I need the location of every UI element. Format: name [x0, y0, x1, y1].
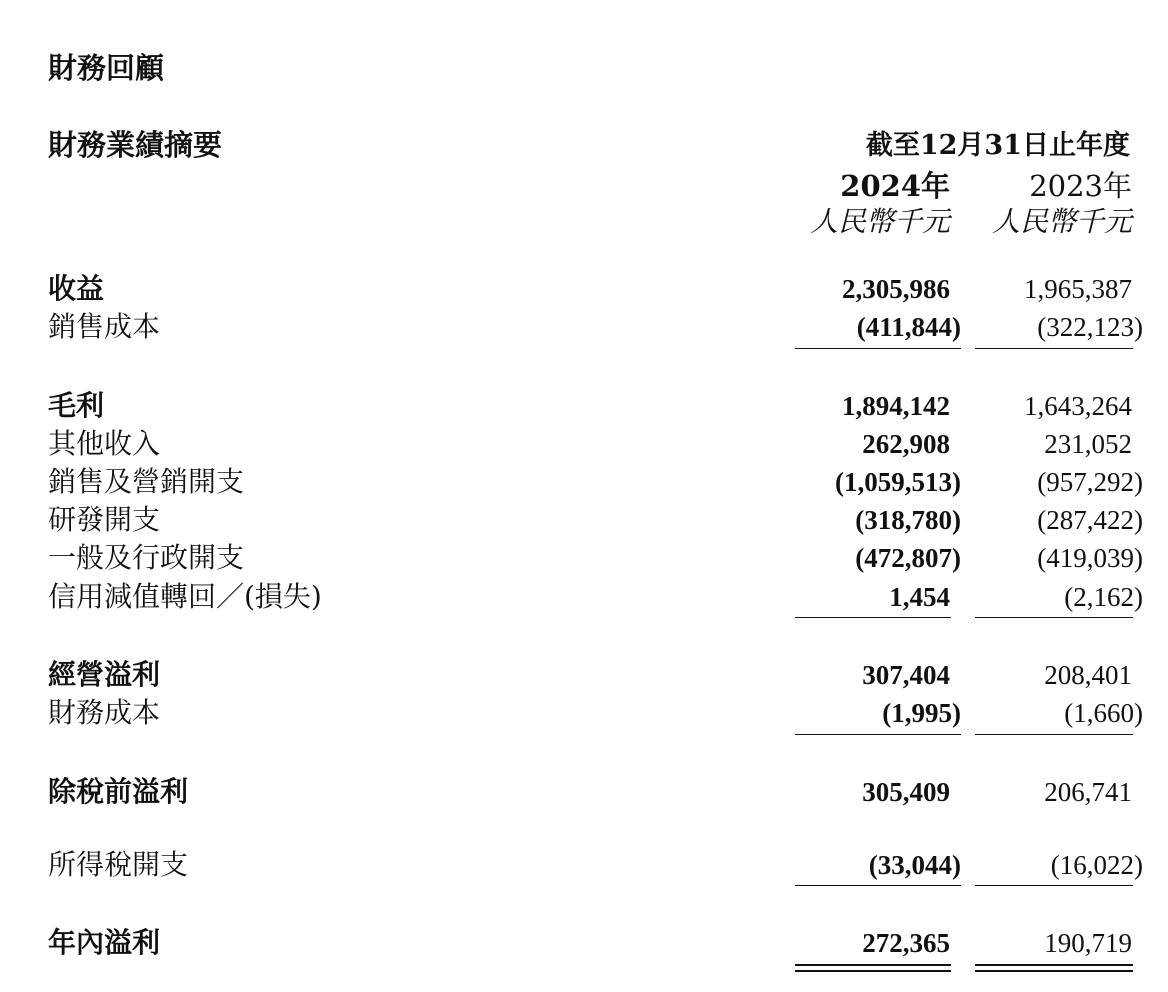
value-2024: (472,807) — [855, 543, 961, 573]
value-2023: 190,719 — [1044, 928, 1132, 958]
value-2024: 307,404 — [862, 660, 950, 690]
value-2023: 208,401 — [1044, 660, 1132, 690]
row-label: 除稅前溢利 — [48, 775, 189, 808]
subtotal-rule-2023 — [975, 348, 1133, 349]
value-2024: 2,305,986 — [842, 274, 950, 304]
subtotal-rule-2023 — [975, 617, 1133, 618]
value-2024: (1,995) — [882, 698, 961, 728]
subtotal-rule-2023 — [975, 885, 1133, 886]
value-2023: (419,039) — [1037, 543, 1143, 573]
value-2023: 1,643,264 — [1024, 391, 1132, 421]
total-double-rule-2024 — [795, 964, 951, 972]
value-2024: 262,908 — [862, 429, 950, 459]
value-2023: (322,123) — [1037, 312, 1143, 342]
row-label: 銷售成本 — [48, 310, 161, 343]
value-2024: (411,844) — [856, 312, 961, 342]
value-2023: 206,741 — [1044, 777, 1132, 807]
value-2023: (957,292) — [1037, 467, 1143, 497]
value-2024: 305,409 — [862, 777, 950, 807]
row-label: 收益 — [48, 272, 105, 305]
subtotal-rule-2023 — [975, 734, 1133, 735]
table-row-profit-before-tax — [0, 773, 1168, 811]
table-row-admin — [0, 539, 1168, 577]
row-label: 信用減值轉回／(損失) — [48, 580, 322, 613]
page-title: 財務回顧 — [48, 51, 165, 85]
unit-current-header: 人民幣千元 — [809, 205, 950, 238]
table-row-operating-profit — [0, 656, 1168, 694]
table-row-finance-costs — [0, 694, 1168, 732]
value-2024: 272,365 — [862, 928, 950, 958]
table-row-gross-profit — [0, 387, 1168, 425]
period-header: 截至12月31日止年度 — [865, 130, 1130, 161]
subtotal-rule-2024 — [795, 348, 961, 349]
subtotal-rule-2024 — [795, 734, 961, 735]
row-label: 所得稅開支 — [48, 848, 189, 881]
value-2024: (318,780) — [855, 505, 961, 535]
table-row-selling-marketing — [0, 463, 1168, 501]
subtotal-rule-2024 — [795, 617, 951, 618]
row-label: 年內溢利 — [48, 926, 161, 959]
table-row-credit-impairment — [0, 578, 1168, 616]
row-label: 一般及行政開支 — [48, 541, 245, 574]
value-2024: (1,059,513) — [835, 467, 961, 497]
value-2024: 1,454 — [889, 582, 950, 612]
year-current-header: 2024年 — [840, 169, 950, 203]
row-label: 銷售及營銷開支 — [48, 465, 245, 498]
table-row-rnd — [0, 501, 1168, 539]
total-double-rule-2023 — [975, 964, 1133, 972]
value-2023: (16,022) — [1050, 850, 1143, 880]
table-row-income-tax — [0, 846, 1168, 884]
value-2024: 1,894,142 — [842, 391, 950, 421]
table-row-revenue — [0, 270, 1168, 308]
section-title: 財務業績摘要 — [48, 128, 223, 162]
subtotal-rule-2024 — [795, 885, 961, 886]
table-row-cost-of-sales — [0, 308, 1168, 346]
year-prior-header: 2023年 — [1029, 169, 1132, 203]
row-label: 研發開支 — [48, 503, 161, 536]
table-row-other-income — [0, 425, 1168, 463]
unit-prior-header: 人民幣千元 — [991, 205, 1132, 238]
value-2023: 1,965,387 — [1024, 274, 1132, 304]
value-2023: (287,422) — [1037, 505, 1143, 535]
row-label: 經營溢利 — [48, 658, 161, 691]
value-2024: (33,044) — [868, 850, 961, 880]
row-label: 毛利 — [48, 389, 105, 422]
value-2023: (2,162) — [1064, 582, 1143, 612]
row-label: 財務成本 — [48, 696, 161, 729]
value-2023: 231,052 — [1044, 429, 1132, 459]
row-label: 其他收入 — [48, 427, 161, 460]
table-row-profit-for-year — [0, 924, 1168, 962]
value-2023: (1,660) — [1064, 698, 1143, 728]
